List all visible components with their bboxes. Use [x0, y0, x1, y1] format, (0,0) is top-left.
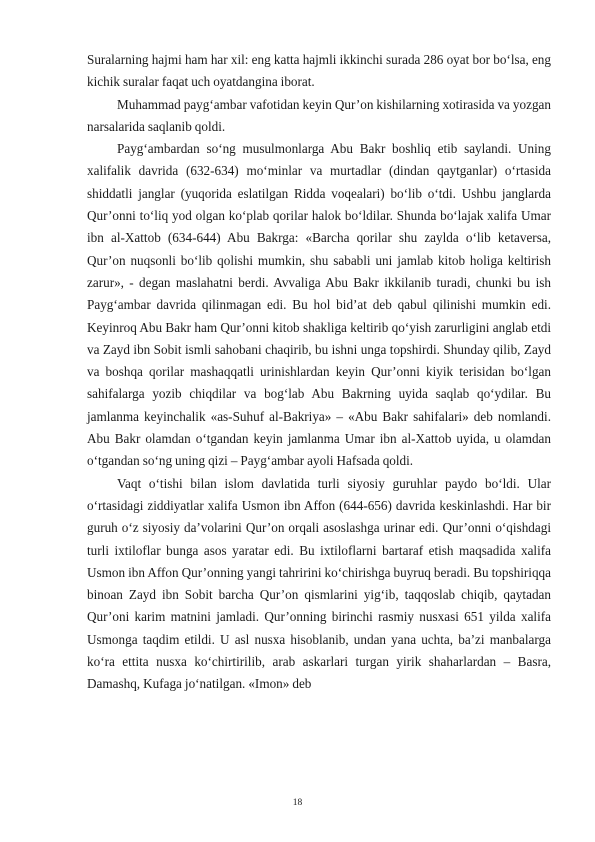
paragraph-after-prophet: Muhammad payg‘ambar vafotidan keyin Qur’on kishilarning xotirasida va yozgan narsalarida saqlanib qoldi. — [87, 96, 551, 134]
paragraph-suras-size: Suralarning hajmi ham har xil: eng katta hajmli ikkinchi surada 286 oyat bor bo‘lsa, eng kichik suralar faqat uch oyatdangina iborat. — [87, 52, 551, 90]
paragraph-usmon: Vaqt o‘tishi bilan islom davlatida turli siyosiy guruhlar paydo bo‘ldi. Ular o‘rtasidagi ziddiyatlar xalifa Usmon ibn Affon (644-656) davrida keskinlashdi. Har bir guruh o‘z siyosiy da’volarini Qur’on orqali asoslashga urinar edi. Qur’onni o‘qishdagi turli ixtiloflar bunga asos yaratar edi. Bu ixtiloflarni bartaraf etish maqsadida xalifa Usmon ibn Affon Qur’onning yangi tahririni ko‘chirishga buyruq beradi. Bu topshiriqqa binoan Zayd ibn Sobit barcha Qur’on qismlarini yig‘ib, taqqoslab chiqib, qaytadan Qur’oni karim matnini jamladi. Qur’onning birinchi rasmiy nusxasi 651 yilda xalifa Usmonga taqdim etildi. U asl nusxa hisoblanib, undan yana uchta, ba’zi manbalarga ko‘ra ettita nusxa ko‘chirtirilib, arab askarlari turgan yirik shaharlardan – Basra, Damashq, Kufaga jo‘natilgan. «Imon» deb — [87, 475, 551, 692]
page-body — [87, 49, 551, 696]
paragraph-abu-bakr: Payg‘ambardan so‘ng musulmonlarga Abu Bakr boshliq etib saylandi. Uning xalifalik davrida (632-634) mo‘minlar va murtadlar (dindan qaytganlar) o‘rtasida shiddatli janglar (yuqorida eslatilgan Ridda voqealari) bo‘lib o‘tdi. Ushbu janglarda Qur’onni to‘liq yod olgan ko‘plab qorilar halok bo‘ldilar. Shunda bo‘lajak xalifa Umar ibn al-Xattob (634-644) Abu Bakrga: «Barcha qorilar shu zaylda o‘lib ketaversa, Qur’on nuqsonli bo‘lib qolishi mumkin, shu sababli uni jamlab kitob holiga keltirish zarur», - degan maslahatni berdi. Avvaliga Abu Bakr ikkilanib turadi, chunki bu ish Payg‘ambar davrida qilinmagan edi. Bu hol bid’at deb qabul qilinishi mumkin edi. Keyinroq Abu Bakr ham Qur’onni kitob shakliga keltirib qo‘yish zarurligini anglab etdi va Zayd ibn Sobit ismli sahobani chaqirib, bu ishni unga topshirdi. Shunday qilib, Zayd va boshqa qorilar mashaqqatli urinishlardan keyin Qur’onni kiyik terisidan bo‘lgan sahifalarga yozib chiqdilar va bog‘lab Abu Bakrning uyida saqlab qo‘ydilar. Bu jamlanma keyinchalik «as-Suhuf al-Bakriya» – «Abu Bakr sahifalari» deb nomlandi. Abu Bakr olamdan o‘tgandan keyin jamlanma Umar ibn al-Xattob uyida, u olamdan o‘tgandan so‘ng uning qizi – Payg‘ambar ayoli Hafsada qoldi. — [87, 141, 551, 469]
page-number: 18 — [292, 798, 303, 808]
